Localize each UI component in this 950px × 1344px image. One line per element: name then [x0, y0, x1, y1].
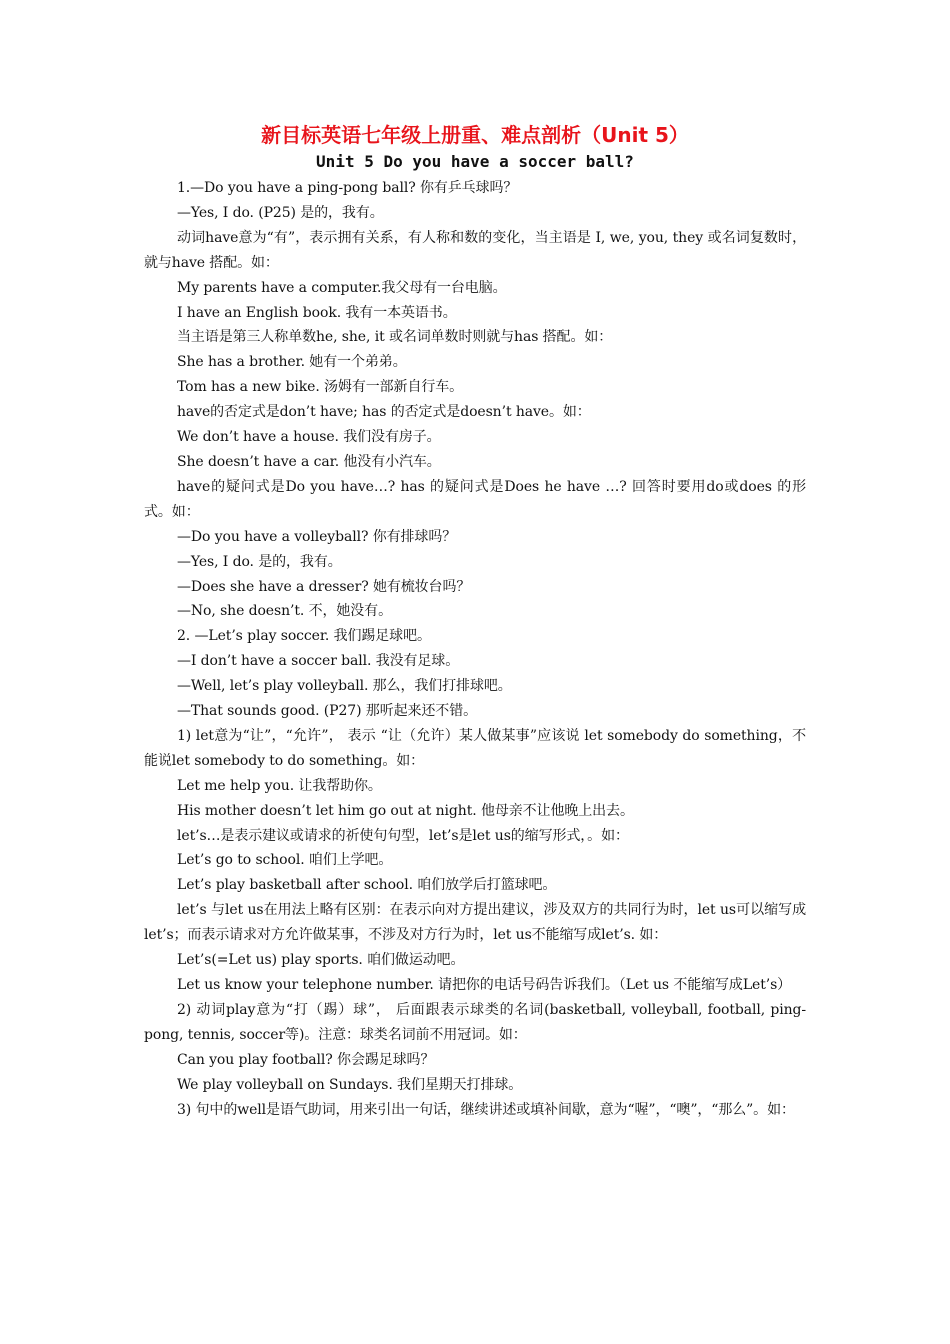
paragraph: 动词have意为“有”，表示拥有关系，有人称和数的变化，当主语是 I, we, you, they 或名词复数时，就与have 搭配。如： [144, 229, 806, 271]
paragraph: She doesn’t have a car. 他没有小汽车。 [177, 453, 441, 470]
paragraph: 3) 句中的well是语气助词，用来引出一句话，继续讲述或填补间歇，意为“喔”，“噢”，“那么”。如： [177, 1101, 795, 1118]
paragraph: let’s…是表示建议或请求的祈使句句型，let’s是let us的缩写形式，。如： [177, 827, 629, 844]
paragraph: 2. —Let’s play soccer. 我们踢足球吧。 [177, 628, 431, 645]
document-body [144, 176, 806, 1122]
paragraph: have的疑问式是Do you have…? has 的疑问式是Does he have …? 回答时要用do或does 的形式。如： [144, 478, 806, 520]
paragraph: Tom has a new bike. 汤姆有一部新自行车。 [177, 379, 464, 396]
paragraph: —Yes, I do. 是的，我有。 [177, 553, 342, 570]
paragraph: We play volleyball on Sundays. 我们星期天打排球。 [177, 1076, 523, 1093]
paragraph: —Yes, I do. (P25) 是的，我有。 [177, 204, 384, 221]
paragraph: —I don’t have a soccer ball. 我没有足球。 [177, 653, 460, 670]
paragraph: —Well, let’s play volleyball. 那么，我们打排球吧。 [177, 678, 512, 695]
paragraph: have的否定式是don’t have; has 的否定式是doesn’t have。如： [177, 404, 591, 421]
document-page [144, 120, 806, 1122]
paragraph: —Do you have a volleyball? 你有排球吗？ [177, 528, 457, 545]
paragraph: —That sounds good. (P27) 那听起来还不错。 [177, 703, 478, 720]
document-subtitle: Unit 5 Do you have a soccer ball? [316, 152, 634, 171]
paragraph: Let’s(=Let us) play sports. 咱们做运动吧。 [177, 952, 465, 969]
paragraph: —Does she have a dresser? 她有梳妆台吗？ [177, 578, 471, 595]
paragraph: We don’t have a house. 我们没有房子。 [177, 429, 441, 446]
paragraph: I have an English book. 我有一本英语书。 [177, 304, 457, 321]
paragraph: Let us know your telephone number. 请把你的电话号码告诉我们。（Let us 不能缩写成Let’s） [177, 977, 792, 993]
paragraph: let’s 与let us在用法上略有区别：在表示向对方提出建议，涉及双方的共同行为时，let us可以缩写成let’s；而表示请求对方允许做某事，不涉及对方行为时，let us不能缩写成let’s. 如： [144, 902, 806, 944]
paragraph: 2) 动词play意为“打（踢）球”， 后面跟表示球类的名词(basketball, volleyball, football, ping-pong, tennis, soccer等)。注意：球类名词前不用冠词。如： [144, 1001, 806, 1043]
paragraph: 1.—Do you have a ping-pong ball? 你有乒乓球吗？ [177, 180, 518, 196]
document-title: 新目标英语七年级上册重、难点剖析（Unit 5） [261, 123, 689, 147]
paragraph: 当主语是第三人称单数he, she, it 或名词单数时则就与has 搭配。如： [177, 329, 613, 346]
paragraph: She has a brother. 她有一个弟弟。 [177, 354, 407, 371]
paragraph: Let’s go to school. 咱们上学吧。 [177, 852, 393, 869]
paragraph: Let’s play basketball after school. 咱们放学后打篮球吧。 [177, 877, 557, 894]
paragraph: Let me help you. 让我帮助你。 [177, 777, 382, 794]
paragraph: My parents have a computer.我父母有一台电脑。 [177, 279, 507, 296]
paragraph: Can you play football? 你会踢足球吗？ [177, 1051, 435, 1068]
paragraph: 1) let意为“让”，“允许”， 表示 “让（允许）某人做某事”应该说 let somebody do something，不能说let somebody to do something。如： [144, 727, 806, 769]
paragraph: —No, she doesn’t. 不，她没有。 [177, 603, 392, 620]
paragraph: His mother doesn’t let him go out at night. 他母亲不让他晚上出去。 [177, 802, 634, 819]
